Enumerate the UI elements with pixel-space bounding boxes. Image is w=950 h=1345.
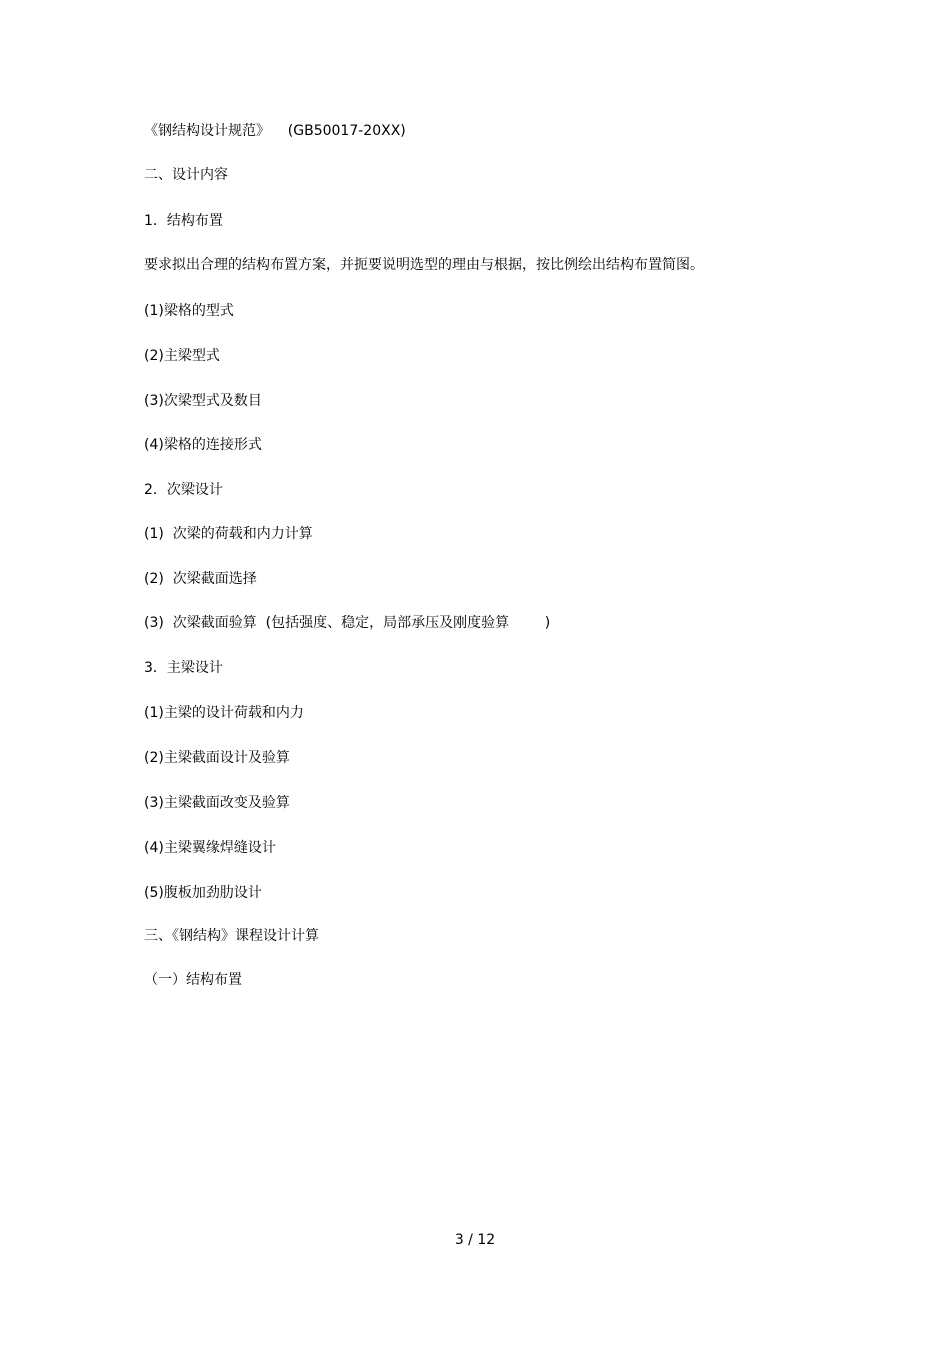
list-item-secondary-beam-section: (2) 次梁截面选择 bbox=[144, 571, 257, 587]
section-heading-design-content: 二、设计内容 bbox=[144, 167, 228, 183]
list-item-main-beam-type: (2)主梁型式 bbox=[144, 348, 220, 364]
list-item-web-stiffener: (5)腹板加劲肋设计 bbox=[144, 885, 262, 901]
page-number: 3 / 12 bbox=[454, 1232, 496, 1248]
section-heading-course-calculation: 三、《钢结构》课程设计计算 bbox=[144, 928, 319, 944]
list-item-main-beam-section-change: (3)主梁截面改变及验算 bbox=[144, 795, 290, 811]
list-item-secondary-beam-type: (3)次梁型式及数目 bbox=[144, 393, 262, 409]
subsection-structure-layout-calc: （一）结构布置 bbox=[144, 972, 242, 988]
paragraph-layout-requirement: 要求拟出合理的结构布置方案，并扼要说明选型的理由与根据，按比例绘出结构布置简图。 bbox=[144, 257, 704, 273]
list-item-main-beam-section: (2)主梁截面设计及验算 bbox=[144, 750, 290, 766]
list-item-beam-grid-type: (1)梁格的型式 bbox=[144, 303, 234, 319]
subsection-secondary-beam-design: 2．次梁设计 bbox=[144, 482, 223, 498]
reference-standard-line: 《钢结构设计规范》 (GB50017-20XX) bbox=[144, 123, 406, 139]
list-item-beam-grid-connection: (4)梁格的连接形式 bbox=[144, 437, 262, 453]
list-item-secondary-beam-check: (3) 次梁截面验算 (包括强度、稳定，局部承压及刚度验算 ) bbox=[144, 615, 551, 631]
list-item-secondary-beam-load: (1) 次梁的荷载和内力计算 bbox=[144, 526, 313, 542]
subsection-structure-layout: 1．结构布置 bbox=[144, 213, 223, 229]
list-item-flange-weld: (4)主梁翼缘焊缝设计 bbox=[144, 840, 276, 856]
list-item-main-beam-load: (1)主梁的设计荷载和内力 bbox=[144, 705, 304, 721]
subsection-main-beam-design: 3．主梁设计 bbox=[144, 660, 223, 676]
